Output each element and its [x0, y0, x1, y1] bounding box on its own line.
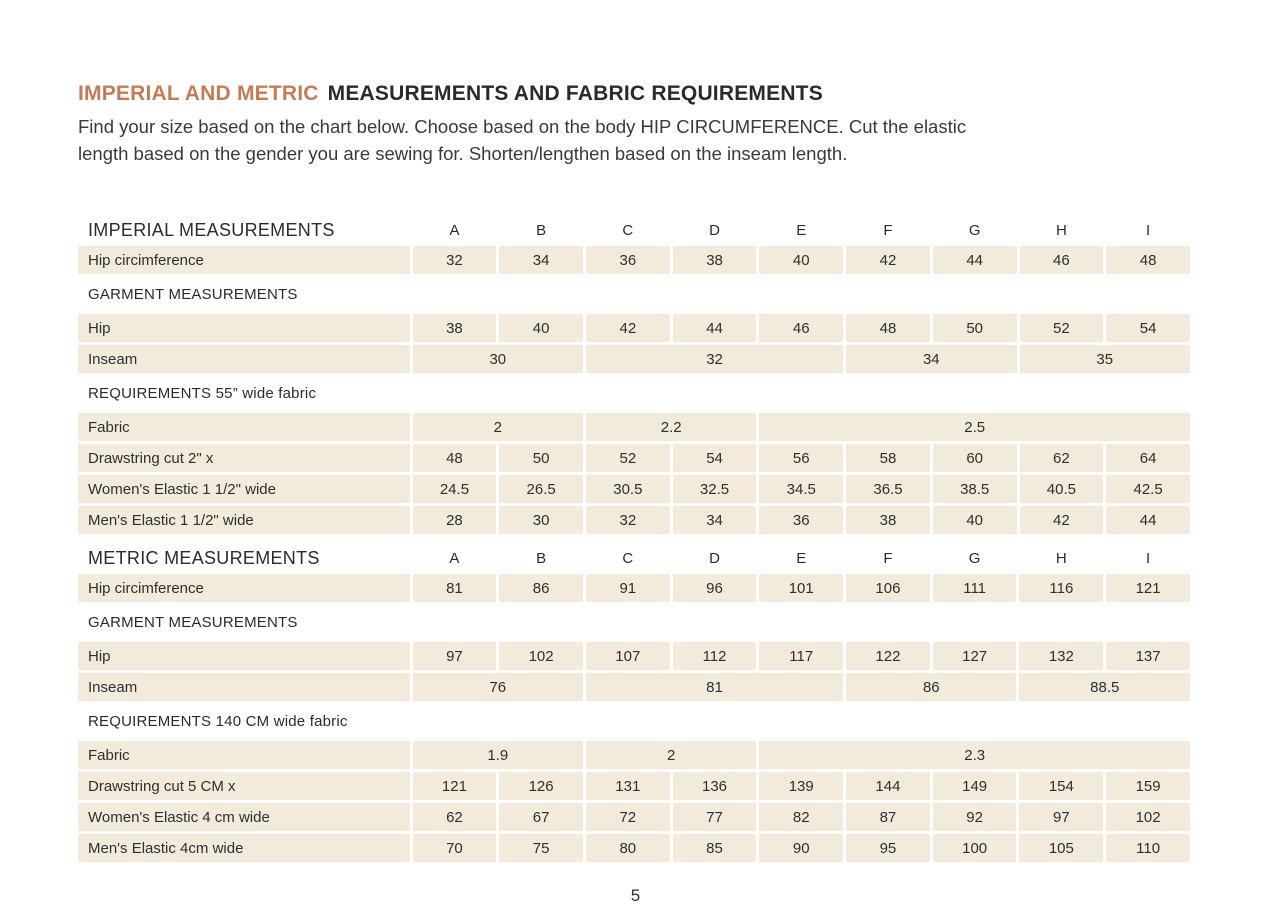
value-cell: 30.5 [586, 475, 670, 503]
size-column-header: A [413, 545, 497, 571]
size-column-header: C [586, 545, 670, 571]
size-column-header: B [499, 217, 583, 243]
value-cell: 121 [1106, 574, 1190, 602]
size-column-header: E [759, 545, 843, 571]
page-title-accent: IMPERIAL AND METRIC [78, 82, 319, 105]
value-cell: 50 [933, 314, 1017, 342]
row-label: Men's Elastic 4cm wide [78, 834, 410, 862]
value-cell: 36 [586, 246, 670, 274]
value-cell: 58 [846, 444, 930, 472]
value-cell: 136 [673, 772, 757, 800]
value-cell: 36 [759, 506, 843, 534]
value-cell: 32 [586, 506, 670, 534]
value-cell: 92 [933, 803, 1017, 831]
value-cell: 44 [1106, 506, 1190, 534]
value-cell: 32.5 [673, 475, 757, 503]
intro-text [78, 113, 1193, 167]
value-cell: 62 [1020, 444, 1104, 472]
value-cell: 72 [586, 803, 670, 831]
section-header-label: REQUIREMENTS 140 CM wide fabric [78, 704, 1190, 738]
row-label: Inseam [78, 673, 410, 701]
value-cell: 95 [846, 834, 930, 862]
measurement-row [78, 506, 1190, 534]
value-cell: 154 [1019, 772, 1103, 800]
value-cell: 30 [413, 345, 583, 373]
value-cell: 50 [499, 444, 583, 472]
value-cell: 46 [759, 314, 843, 342]
row-label: Drawstring cut 5 CM x [78, 772, 410, 800]
value-cell: 42 [586, 314, 670, 342]
value-cell: 139 [759, 772, 843, 800]
section-header-row [78, 376, 1190, 410]
value-cell: 28 [413, 506, 497, 534]
value-cell: 132 [1019, 642, 1103, 670]
row-label: Fabric [78, 413, 410, 441]
size-column-header: C [586, 217, 670, 243]
value-cell: 2.5 [759, 413, 1190, 441]
value-cell: 97 [1019, 803, 1103, 831]
value-cell: 2.2 [586, 413, 756, 441]
value-cell: 40 [933, 506, 1017, 534]
section-header-row [78, 277, 1190, 311]
row-label: Hip [78, 642, 410, 670]
size-column-header: D [673, 217, 757, 243]
measurement-row [78, 444, 1190, 472]
value-cell: 34 [846, 345, 1016, 373]
value-cell: 137 [1106, 642, 1190, 670]
value-cell: 2.3 [759, 741, 1190, 769]
page-title-main: MEASUREMENTS AND FABRIC REQUIREMENTS [327, 82, 823, 105]
measurement-row [78, 246, 1190, 274]
value-cell: 117 [759, 642, 843, 670]
size-column-header: H [1020, 217, 1104, 243]
value-cell: 77 [673, 803, 757, 831]
row-label: Hip circimference [78, 574, 410, 602]
value-cell: 40 [759, 246, 843, 274]
value-cell: 107 [586, 642, 670, 670]
value-cell: 38 [413, 314, 497, 342]
value-cell: 60 [933, 444, 1017, 472]
value-cell: 42 [1020, 506, 1104, 534]
size-column-header: A [413, 217, 497, 243]
value-cell: 54 [1106, 314, 1190, 342]
value-cell: 48 [1106, 246, 1190, 274]
value-cell: 56 [759, 444, 843, 472]
value-cell: 106 [846, 574, 930, 602]
value-cell: 35 [1020, 345, 1190, 373]
size-column-header: E [759, 217, 843, 243]
measurement-row [78, 345, 1190, 373]
value-cell: 38.5 [933, 475, 1017, 503]
section-header-label: GARMENT MEASUREMENTS [78, 605, 1190, 639]
value-cell: 32 [413, 246, 497, 274]
measurement-row [78, 772, 1190, 800]
value-cell: 2 [586, 741, 756, 769]
value-cell: 64 [1106, 444, 1190, 472]
table-header-row [78, 217, 1190, 243]
metric-measurements-table [75, 542, 1193, 865]
value-cell: 24.5 [413, 475, 497, 503]
value-cell: 40 [499, 314, 583, 342]
page-title [78, 82, 1193, 106]
measurement-row [78, 642, 1190, 670]
measurement-row [78, 673, 1190, 701]
value-cell: 126 [499, 772, 583, 800]
value-cell: 90 [759, 834, 843, 862]
measurement-row [78, 741, 1190, 769]
value-cell: 131 [586, 772, 670, 800]
value-cell: 75 [499, 834, 583, 862]
value-cell: 46 [1020, 246, 1104, 274]
row-label: Hip [78, 314, 410, 342]
size-column-header: D [673, 545, 757, 571]
value-cell: 88.5 [1019, 673, 1190, 701]
size-column-header: G [933, 217, 1017, 243]
page-number: 5 [630, 886, 641, 906]
value-cell: 80 [586, 834, 670, 862]
row-label: Women's Elastic 4 cm wide [78, 803, 410, 831]
size-column-header: F [846, 217, 930, 243]
value-cell: 38 [673, 246, 757, 274]
value-cell: 149 [933, 772, 1017, 800]
measurement-row [78, 803, 1190, 831]
value-cell: 34 [499, 246, 583, 274]
row-label: Hip circimference [78, 246, 410, 274]
value-cell: 34 [673, 506, 757, 534]
value-cell: 144 [846, 772, 930, 800]
value-cell: 38 [846, 506, 930, 534]
size-column-header: B [499, 545, 583, 571]
value-cell: 48 [846, 314, 930, 342]
value-cell: 110 [1106, 834, 1190, 862]
value-cell: 34.5 [759, 475, 843, 503]
value-cell: 67 [499, 803, 583, 831]
table-header-row [78, 545, 1190, 571]
intro-line-2: length based on the gender you are sewing for. Shorten/lengthen based on the inseam length. [78, 143, 848, 165]
value-cell: 44 [933, 246, 1017, 274]
value-cell: 85 [673, 834, 757, 862]
size-column-header: I [1106, 545, 1190, 571]
value-cell: 81 [586, 673, 843, 701]
value-cell: 91 [586, 574, 670, 602]
table-title: IMPERIAL MEASUREMENTS [78, 217, 410, 243]
value-cell: 52 [586, 444, 670, 472]
value-cell: 101 [759, 574, 843, 602]
value-cell: 42 [846, 246, 930, 274]
value-cell: 122 [846, 642, 930, 670]
value-cell: 121 [413, 772, 497, 800]
value-cell: 2 [413, 413, 583, 441]
tables-container [78, 214, 1193, 865]
value-cell: 26.5 [499, 475, 583, 503]
section-header-label: GARMENT MEASUREMENTS [78, 277, 1190, 311]
value-cell: 30 [499, 506, 583, 534]
value-cell: 96 [673, 574, 757, 602]
section-header-row [78, 605, 1190, 639]
measurement-row [78, 314, 1190, 342]
value-cell: 87 [846, 803, 930, 831]
imperial-measurements-table [75, 214, 1193, 537]
value-cell: 159 [1106, 772, 1190, 800]
section-header-label: REQUIREMENTS 55” wide fabric [78, 376, 1190, 410]
value-cell: 81 [413, 574, 497, 602]
value-cell: 102 [499, 642, 583, 670]
row-label: Drawstring cut 2" x [78, 444, 410, 472]
value-cell: 86 [499, 574, 583, 602]
value-cell: 62 [413, 803, 497, 831]
value-cell: 76 [413, 673, 583, 701]
size-column-header: F [846, 545, 930, 571]
value-cell: 44 [673, 314, 757, 342]
measurement-row [78, 834, 1190, 862]
value-cell: 82 [759, 803, 843, 831]
value-cell: 86 [846, 673, 1016, 701]
value-cell: 112 [673, 642, 757, 670]
value-cell: 42.5 [1106, 475, 1190, 503]
value-cell: 105 [1019, 834, 1103, 862]
value-cell: 111 [933, 574, 1017, 602]
measurement-row [78, 413, 1190, 441]
value-cell: 100 [933, 834, 1017, 862]
row-label: Fabric [78, 741, 410, 769]
value-cell: 52 [1020, 314, 1104, 342]
value-cell: 36.5 [846, 475, 930, 503]
value-cell: 54 [673, 444, 757, 472]
value-cell: 116 [1019, 574, 1103, 602]
value-cell: 32 [586, 345, 843, 373]
size-column-header: I [1106, 217, 1190, 243]
value-cell: 48 [413, 444, 497, 472]
intro-line-1: Find your size based on the chart below. Choose based on the body HIP CIRCUMFERENCE. Cut the elastic [78, 116, 967, 138]
size-column-header: H [1019, 545, 1103, 571]
measurement-row [78, 574, 1190, 602]
value-cell: 127 [933, 642, 1017, 670]
value-cell: 102 [1106, 803, 1190, 831]
row-label: Women's Elastic 1 1/2" wide [78, 475, 410, 503]
row-label: Men's Elastic 1 1/2" wide [78, 506, 410, 534]
value-cell: 97 [413, 642, 497, 670]
value-cell: 70 [413, 834, 497, 862]
measurement-row [78, 475, 1190, 503]
section-header-row [78, 704, 1190, 738]
row-label: Inseam [78, 345, 410, 373]
value-cell: 40.5 [1020, 475, 1104, 503]
size-column-header: G [933, 545, 1017, 571]
value-cell: 1.9 [413, 741, 583, 769]
table-title: METRIC MEASUREMENTS [78, 545, 410, 571]
